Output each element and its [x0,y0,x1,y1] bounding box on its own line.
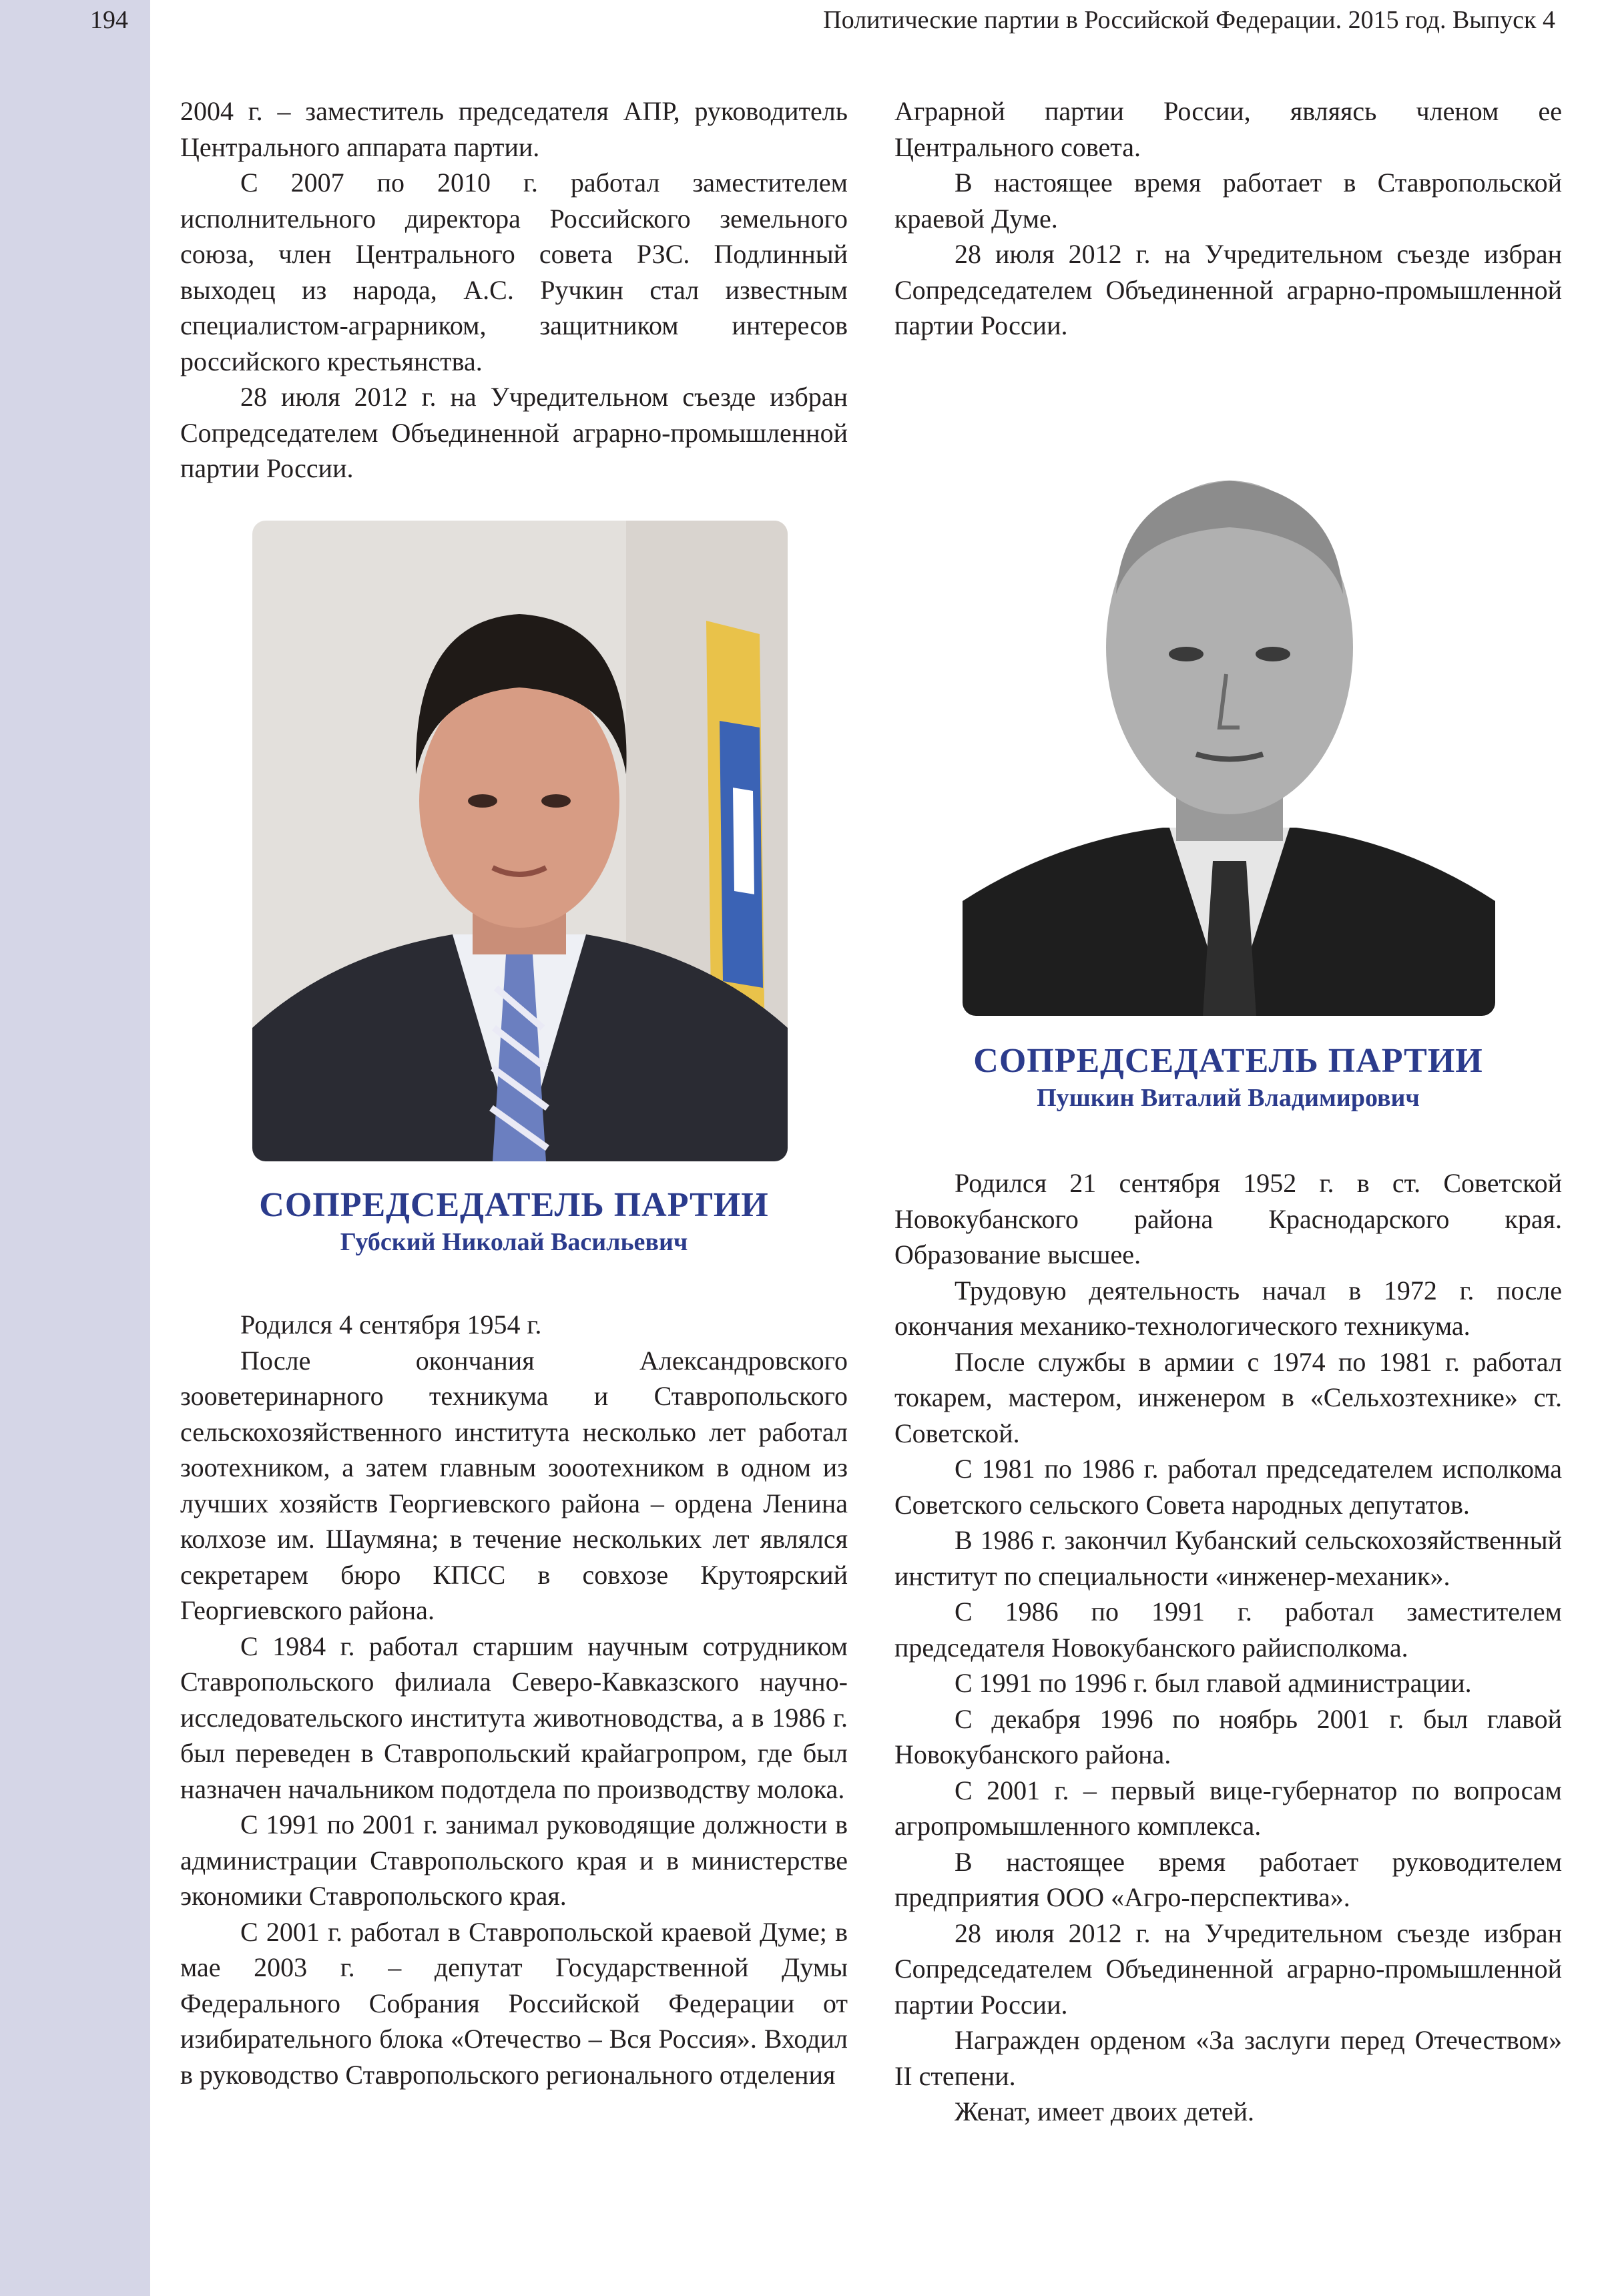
role-title: СОПРЕДСЕДАТЕЛЬ ПАРТИИ [973,1042,1483,1080]
running-title: Политические партии в Российской Федерации. 2015 год. Выпуск 4 [823,6,1555,34]
paragraph: 28 июля 2012 г. на Учредительном съезде избран Сопредседателем Объединенной аграрно-промышленной партии России. [894,1918,1562,2020]
paragraph: Женат, имеет двоих детей. [955,2096,1254,2126]
paragraph: С 1981 по 1986 г. работал председателем исполкома Советского сельского Совета народных депутатов. [894,1454,1562,1520]
biography-left [180,1307,848,2092]
left-top-text [180,93,848,487]
biography-right [894,1165,1562,2130]
paragraph: Трудовую деятельность начал в 1972 г. после окончания механико-технологического техникума. [894,1275,1562,1341]
paragraph: Награжден орденом «За заслуги перед Отечеством» II степени. [894,2025,1562,2091]
person-name: Пушкин Виталий Владимирович [1037,1084,1420,1112]
portrait-photo-left [252,521,788,1161]
paragraph: С 1991 по 2001 г. занимал руководящие должности в администрации Ставропольского края и в министерстве экономики Ставропольского края. [180,1809,848,1911]
right-top-text [894,93,1562,344]
paragraph: С 2001 г. – первый вице-губернатор по вопросам агропромышленного комплекса. [894,1775,1562,1841]
paragraph: С 1986 по 1991 г. работал заместителем председателя Новокубанского райисполкома. [894,1597,1562,1663]
paragraph: Родился 21 сентября 1952 г. в ст. Советской Новокубанского района Краснодарского края. Образование высшее. [894,1168,1562,1269]
paragraph: 28 июля 2012 г. на Учредительном съезде избран Сопредседателем Объединенной аграрно-промышленной партии России. [180,382,848,483]
role-title: СОПРЕДСЕДАТЕЛЬ ПАРТИИ [259,1186,769,1224]
profile-heading-left [180,1185,848,1259]
paragraph: В настоящее время работает в Ставропольской краевой Думе. [894,168,1562,234]
paragraph: С 2001 г. работал в Ставропольской краевой Думе; в мае 2003 г. – депутат Государственной Думы Федерального Собрания Российской Федерации от изибирательного блока «Отечество – Вся Россия». Входил в руководство Ставропольского регионального отделения [180,1916,848,2090]
margin-strip [0,0,150,2296]
paragraph: С декабря 1996 по ноябрь 2001 г. был главой Новокубанского района. [894,1703,1562,1769]
paragraph: После окончания Александровского зооветеринарного техникума и Ставропольского сельскохозяйственного института несколько лет работал зоотехником, а затем главным зооотехником в одном из лучших хозяйств Георгиевского района – ордена Ленина колхозе им. Шаумяна; в течение нескольких лет являлся секретарем бюро КПСС в совхозе Крутоярский Георгиевского района. [180,1345,848,1625]
paragraph: В настоящее время работает руководителем предприятия ООО «Агро-перспектива». [894,1846,1562,1912]
paragraph: 2004 г. – заместитель председателя АПР, руководитель Центрального аппарата партии. [180,96,848,162]
paragraph: После службы в армии с 1974 по 1981 г. работал токарем, мастером, инженером в «Сельхозтехнике» ст. Советской. [894,1346,1562,1448]
person-name: Губский Николай Васильевич [340,1228,688,1256]
portrait-photo-right [963,434,1495,1016]
paragraph: Аграрной партии России, являясь членом ее Центрального совета. [894,96,1562,162]
page-number: 194 [90,6,128,34]
paragraph: С 1991 по 1996 г. был главой администрации. [955,1668,1472,1698]
paragraph: Родился 4 сентября 1954 г. [240,1310,542,1340]
paragraph: С 1984 г. работал старшим научным сотрудником Ставропольского филиала Северо-Кавказского научно-исследовательского института животноводства, а в 1986 г. был переведен в Ставропольский крайагропром, где был назначен начальником подотдела по производству молока. [180,1631,848,1804]
paragraph: 28 июля 2012 г. на Учредительном съезде избран Сопредседателем Объединенной аграрно-промышленной партии России. [894,239,1562,340]
paragraph: В 1986 г. закончил Кубанский сельскохозяйственный институт по специальности «инженер-механик». [894,1525,1562,1591]
profile-heading-right [894,1041,1562,1115]
paragraph: С 2007 по 2010 г. работал заместителем исполнительного директора Российского земельного союза, член Центрального совета РЗС. Подлинный выходец из народа, А.С. Ручкин стал известным специалистом-аграрником, защитником интересов российского крестьянства. [180,168,848,376]
